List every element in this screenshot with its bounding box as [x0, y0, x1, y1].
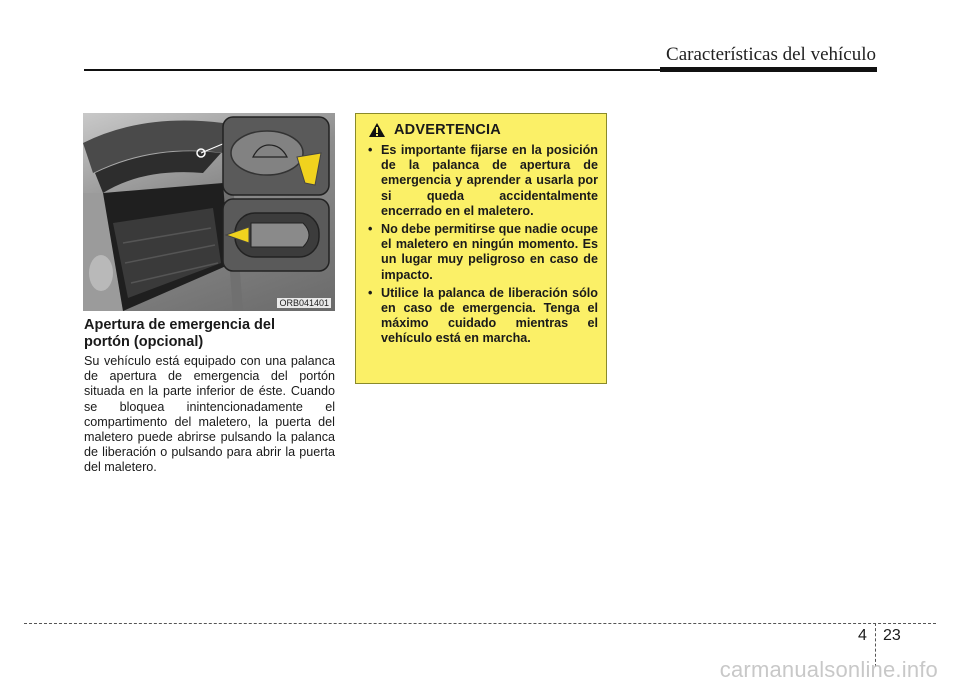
- body-paragraph: Su vehículo está equipado con una palanca de apertura de emergencia del portón situada en la parte inferior de éste. Cuando se bloquea inintencionadamente el compartimento del maletero, la puerta del maletero puede abrirse pulsando la palanca de liberación o pulsando para abrir la puerta del maletero.: [84, 354, 335, 475]
- trunk-drawing: [83, 113, 335, 311]
- warning-header: [368, 122, 598, 138]
- trunk-illustration: [83, 113, 335, 311]
- warning-title: ADVERTENCIA: [394, 122, 501, 138]
- section-heading: [84, 317, 336, 351]
- header-rule-accent: [660, 67, 877, 72]
- warning-triangle-icon: [368, 122, 386, 138]
- watermark: carmanualsonline.info: [719, 657, 938, 682]
- warning-list: [366, 143, 598, 347]
- warning-item: • No debe permitirse que nadie ocupe el maletero en ningún momento. Es un lugar muy peligroso en caso de impacto.: [366, 222, 598, 283]
- heading-line-2: portón (opcional): [84, 334, 204, 350]
- page-number: 23: [883, 627, 901, 644]
- heading-line-1: Apertura de emergencia del: [84, 317, 275, 333]
- figure-code: ORB041401: [279, 298, 329, 308]
- warning-box: [355, 113, 607, 384]
- footer-rule: [24, 623, 936, 624]
- chapter-number: 4: [858, 627, 867, 644]
- warning-item: • Utilice la palanca de liberación sólo en caso de emergencia. Tenga el máximo cuidado mientras el vehículo está en marcha.: [366, 286, 598, 347]
- section-title: Características del vehículo: [666, 44, 876, 65]
- warning-item: • Es importante fijarse en la posición de la palanca de apertura de emergencia y aprender a usarla por si queda accidentalmente encerrado en el maletero.: [366, 143, 598, 219]
